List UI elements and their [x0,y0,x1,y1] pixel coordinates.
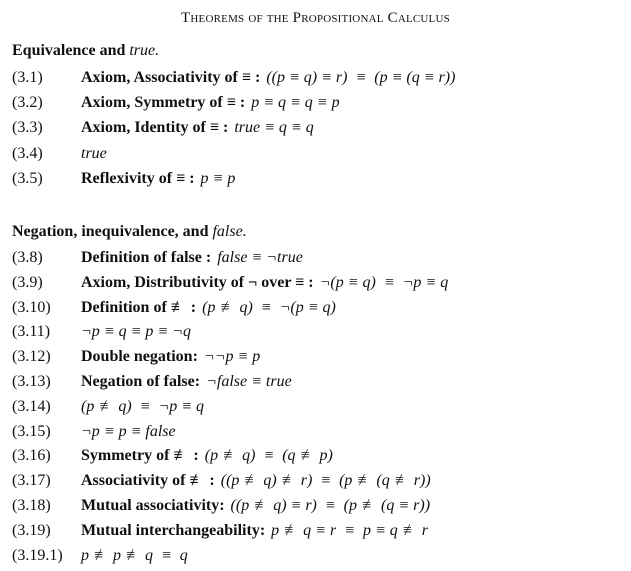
theorem-content [81,396,204,418]
theorem-content [81,143,107,165]
theorem-number: (3.16) [12,447,51,465]
theorem-formula: ¬¬p ≡ p [203,348,261,366]
theorem-number: (3.19) [12,521,51,539]
theorem-content [81,520,428,542]
theorem-number: (3.10) [12,298,51,316]
theorem-label: Definition of false : [81,249,212,266]
section-heading-text: Equivalence and [12,42,130,59]
theorem-formula: ¬false ≡ true [206,373,292,390]
theorem-number: (3.3) [12,119,43,137]
theorem-formula: (p ≢ q) ≡ ¬p ≡ q [81,397,205,415]
theorem-content [81,117,314,139]
theorem-content [81,272,448,294]
section-heading [12,42,159,60]
theorem-number: (3.8) [12,249,43,266]
section-heading-math: false. [212,223,247,240]
theorem-number: (3.11) [12,323,51,341]
theorem-number: (3.2) [12,94,43,112]
theorem-formula: ((p ≢ q) ≢ r) ≡ (p ≢ (q ≢ r)) [220,472,431,490]
theorem-content [81,371,292,393]
theorem-number: (3.9) [12,273,43,291]
theorem-content [81,421,176,443]
theorem-number: (3.15) [12,422,51,440]
theorem-label: Axiom, Distributivity of ¬ over ≡ : [81,273,314,291]
theorem-label: Reflexivity of ≡ : [81,169,195,187]
theorem-formula: (p ≢ q) ≡ ¬(p ≡ q) [202,298,336,316]
theorem-number: (3.14) [12,397,51,415]
theorem-label: Mutual associativity: [81,497,225,514]
theorem-label: Negation of false: [81,373,201,390]
theorem-content [81,67,455,89]
theorem-label: Axiom, Symmetry of ≡ : [81,94,246,112]
theorem-formula: (p ≢ q) ≡ (q ≢ p) [204,447,333,465]
theorem-content [81,470,431,492]
theorem-formula: p ≡ p [200,169,236,187]
theorem-label: Axiom, Associativity of ≡ : [81,69,261,86]
theorem-formula: ¬(p ≡ q) ≡ ¬p ≡ q [319,273,449,291]
document-title: Theorems of the Propositional Calculus [181,10,450,26]
section-heading-math: true. [129,42,160,59]
theorem-formula: ((p ≢ q) ≡ r) ≡ (p ≢ (q ≡ r)) [230,497,431,514]
theorem-content [81,545,188,567]
section-heading-text: Negation, inequivalence, and [12,223,213,240]
theorem-content [81,297,336,319]
theorem-content [81,321,191,343]
theorem-formula: true ≡ q ≡ q [234,119,314,137]
theorem-formula: ¬p ≡ p ≡ false [81,422,176,440]
theorem-label: Associativity of ≢ : [81,472,215,490]
theorem-formula: ¬p ≡ q ≡ p ≡ ¬q [81,323,191,341]
theorem-number: (3.1) [12,69,43,86]
theorem-number: (3.5) [12,169,43,187]
theorem-formula: false ≡ ¬true [217,249,303,266]
section-heading [12,223,247,241]
theorem-number: (3.19.1) [12,546,63,564]
theorem-number: (3.12) [12,348,51,366]
theorem-label: Definition of ≢ : [81,298,197,316]
theorem-content [81,168,235,190]
theorem-content [81,445,333,467]
theorem-number: (3.4) [12,144,43,162]
theorem-formula: p ≡ q ≡ q ≡ p [251,94,340,112]
theorem-label: Axiom, Identity of ≡ : [81,119,229,137]
theorem-number: (3.17) [12,472,51,490]
theorem-number: (3.18) [12,497,51,514]
theorem-formula: p ≢ p ≢ q ≡ q [81,546,188,564]
theorem-formula: ((p ≡ q) ≡ r) ≡ (p ≡ (q ≡ r)) [266,69,456,86]
theorem-content [81,495,430,517]
theorem-number: (3.13) [12,373,51,390]
theorem-label: Double negation: [81,348,198,366]
theorem-formula: true [81,144,107,162]
theorem-formula: p ≢ q ≡ r ≡ p ≡ q ≢ r [271,521,428,539]
theorem-label: Mutual interchangeability: [81,521,266,539]
theorem-content [81,247,303,269]
theorem-content [81,346,260,368]
theorem-content [81,92,340,114]
theorem-label: Symmetry of ≢ : [81,447,199,465]
